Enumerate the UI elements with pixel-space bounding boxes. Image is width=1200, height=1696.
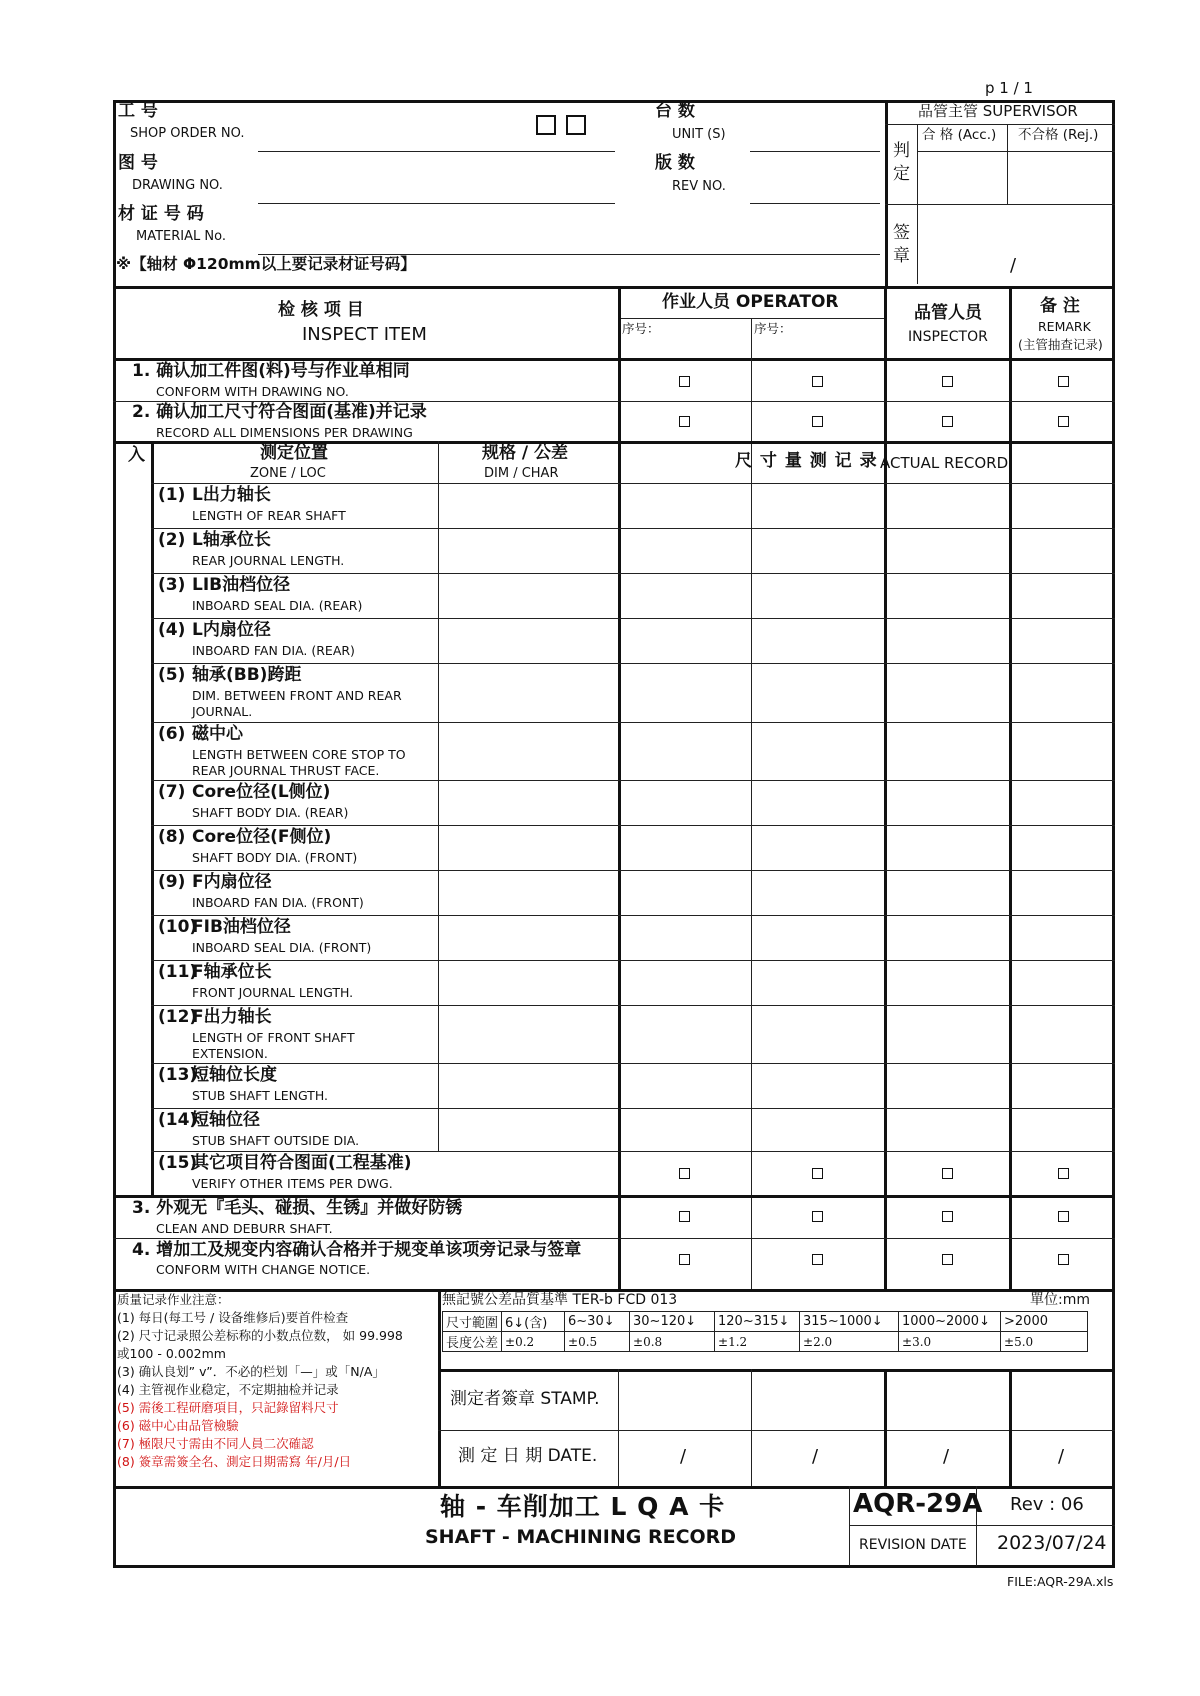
- dim-cell[interactable]: [440, 1065, 616, 1106]
- measure-item-number: (2): [158, 530, 186, 550]
- tolerance-value: ±3.0: [899, 1332, 1001, 1352]
- loc-header-cn: 测定位置: [260, 443, 328, 463]
- header-bottom-line: [113, 286, 1115, 289]
- item-2-check-op2[interactable]: [812, 416, 823, 427]
- row-line: [113, 1238, 1115, 1239]
- inspector-cn: 品管人员: [914, 303, 982, 323]
- item-15-check-op2[interactable]: [812, 1168, 823, 1179]
- actual-record-cell[interactable]: [886, 827, 1007, 868]
- actual-record-cell[interactable]: [886, 917, 1007, 958]
- note-line: (6) 磁中心由品管檢驗: [117, 1418, 239, 1433]
- measure-item-cn: 短轴位长度: [192, 1065, 277, 1085]
- actual-record-cell[interactable]: [620, 1065, 749, 1106]
- item-1-check-inspector[interactable]: [942, 376, 953, 387]
- actual-record-cell[interactable]: [620, 530, 749, 571]
- measure-item-cn: 轴承(BB)跨距: [192, 665, 302, 685]
- actual-record-cell[interactable]: [753, 1065, 882, 1106]
- note-line: (4) 主管视作业稳定，不定期抽检并记录: [117, 1382, 339, 1397]
- page-number: p 1 / 1: [985, 79, 1033, 97]
- measure-item-en: INBOARD SEAL DIA. (FRONT): [192, 940, 372, 955]
- measure-item-number: (11): [158, 962, 198, 982]
- actual-record-cell[interactable]: [886, 872, 1007, 913]
- measure-item-number: (15): [158, 1153, 198, 1173]
- actual-record-cell[interactable]: [620, 917, 749, 958]
- row-line: [151, 618, 1115, 619]
- row-line: [151, 573, 1115, 574]
- revision-number: Rev : 06: [1010, 1494, 1084, 1515]
- measure-item-en: STUB SHAFT OUTSIDE DIA.: [192, 1133, 360, 1148]
- supervisor-divider: [885, 100, 888, 287]
- actual-record-cell[interactable]: [886, 1007, 1007, 1061]
- dim-cell[interactable]: [440, 530, 616, 571]
- tolerance-value: ±5.0: [1001, 1332, 1088, 1352]
- judge-bottom-line: [885, 204, 1115, 205]
- actual-record-cell[interactable]: [620, 1110, 749, 1149]
- actual-record-cell[interactable]: [753, 1007, 882, 1061]
- actual-record-cell[interactable]: [886, 575, 1007, 616]
- actual-record-cell[interactable]: [1011, 1007, 1113, 1061]
- judge-label: 判 定: [893, 141, 910, 184]
- inspect-item-cn: 检 核 项 目: [278, 300, 364, 320]
- actual-record-cell[interactable]: [753, 872, 882, 913]
- actual-record-cell[interactable]: [620, 724, 749, 778]
- dim-cell[interactable]: [440, 485, 616, 526]
- inspect-item-en: INSPECT ITEM: [302, 324, 427, 345]
- tolerance-value: ±0.2: [502, 1332, 565, 1352]
- unit-field[interactable]: [750, 151, 880, 152]
- note-line: (8) 簽章需簽全名、測定日期需寫 年/月/日: [117, 1454, 352, 1469]
- measure-item-en: VERIFY OTHER ITEMS PER DWG.: [192, 1176, 393, 1191]
- actual-record-cell[interactable]: [1011, 485, 1113, 526]
- actual-record-cell[interactable]: [753, 575, 882, 616]
- dim-cell[interactable]: [440, 1007, 616, 1061]
- actual-record-cell[interactable]: [1011, 575, 1113, 616]
- unit-label-cn: 台 数: [655, 101, 695, 121]
- measure-item-en: REAR JOURNAL LENGTH.: [192, 553, 345, 568]
- item-2-check-op1[interactable]: [679, 416, 690, 427]
- actual-record-cell[interactable]: [886, 1110, 1007, 1149]
- row-line: [151, 780, 1115, 781]
- item-2-cn: 2. 确认加工尺寸符合图面(基准)并记录: [132, 402, 427, 422]
- signoff-mid: [438, 1430, 1115, 1431]
- item-4-check-op2[interactable]: [812, 1254, 823, 1265]
- measure-item-en: FRONT JOURNAL LENGTH.: [192, 985, 354, 1000]
- measure-item-cn: F内扇位径: [192, 872, 272, 892]
- actual-record-cell[interactable]: [1011, 1110, 1113, 1149]
- notes-divider: [438, 1289, 441, 1486]
- dim-cell[interactable]: [440, 665, 616, 720]
- measure-item-cn: F出力轴长: [192, 1007, 272, 1027]
- measure-item-en: INBOARD FAN DIA. (FRONT): [192, 895, 364, 910]
- item-1-cn: 1. 确认加工件图(料)号与作业单相同: [132, 361, 410, 381]
- note-line: (7) 極限尺寸需由不同人員二次確認: [117, 1436, 314, 1451]
- unit-label-en: UNIT (S): [672, 127, 726, 142]
- actual-record-cell[interactable]: [620, 1007, 749, 1061]
- tolerance-value: ±1.2: [715, 1332, 800, 1352]
- measure-item-number: (14): [158, 1110, 198, 1130]
- acc-rej-divider: [1007, 124, 1008, 204]
- material-label-cn: 材 证 号 码: [118, 204, 204, 224]
- signoff-col: [1009, 1369, 1012, 1486]
- measure-item-cn: 其它项目符合图面(工程基准): [192, 1153, 412, 1173]
- footer-mid-line: [849, 1525, 1115, 1526]
- actual-record-en: ACTUAL RECORD: [880, 454, 1009, 472]
- actual-record-cell[interactable]: [1011, 827, 1113, 868]
- measure-item-number: (13): [158, 1065, 198, 1085]
- stamp-label: 測定者簽章 STAMP.: [450, 1389, 600, 1409]
- rev-label-cn: 版 数: [655, 153, 695, 173]
- shop-order-checkbox-1[interactable]: [536, 115, 556, 135]
- measure-item-en: LENGTH OF REAR SHAFT: [192, 508, 346, 523]
- measure-item-cn: L出力轴长: [192, 485, 271, 505]
- actual-record-cell[interactable]: [620, 575, 749, 616]
- signoff-top: [438, 1369, 1115, 1372]
- measure-item-number: (3): [158, 575, 186, 595]
- item-4-check-remark[interactable]: [1058, 1254, 1069, 1265]
- supervisor-label: 品管主管 SUPERVISOR: [918, 102, 1078, 120]
- revision-date-label: REVISION DATE: [859, 1537, 967, 1553]
- item-2-check-remark[interactable]: [1058, 416, 1069, 427]
- measure-item-en: LENGTH BETWEEN CORE STOP TO REAR JOURNAL THRUST FACE.: [192, 747, 406, 779]
- item-4-cn: 4. 增加工及规变内容确认合格并于规变单该项旁记录与签章: [132, 1240, 582, 1260]
- actual-record-cell[interactable]: [886, 665, 1007, 720]
- dim-cell[interactable]: [440, 917, 616, 958]
- item-3-en: CLEAN AND DEBURR SHAFT.: [156, 1221, 333, 1236]
- dim-header-en: DIM / CHAR: [484, 466, 559, 481]
- tolerance-range: 6~30↓: [565, 1312, 630, 1332]
- tolerance-unit: 單位:mm: [1030, 1292, 1090, 1308]
- actual-record-cell[interactable]: [1011, 530, 1113, 571]
- tolerance-value: ±2.0: [800, 1332, 899, 1352]
- actual-record-cell[interactable]: [620, 962, 749, 1003]
- date-slash-op2[interactable]: /: [812, 1446, 819, 1467]
- actual-record-cell[interactable]: [620, 782, 749, 823]
- inspector-en: INSPECTOR: [908, 329, 988, 345]
- actual-record-cell[interactable]: [620, 620, 749, 661]
- measure-item-en: INBOARD SEAL DIA. (REAR): [192, 598, 363, 613]
- item-1-en: CONFORM WITH DRAWING NO.: [156, 384, 349, 399]
- material-note: ※【轴材 Φ120mm以上要记录材证号码】: [116, 255, 416, 273]
- measure-item-en: DIM. BETWEEN FRONT AND REAR JOURNAL.: [192, 688, 402, 720]
- shop-order-label-cn: 工 号: [118, 101, 158, 121]
- tolerance-value-label: 長度公差: [443, 1332, 502, 1352]
- signoff-col: [884, 1369, 887, 1486]
- dim-cell[interactable]: [440, 620, 616, 661]
- actual-record-cell[interactable]: [886, 724, 1007, 778]
- rev-label-en: REV NO.: [672, 179, 726, 194]
- rej-label: 不合格 (Rej.): [1018, 127, 1099, 143]
- loc-left-border: [151, 441, 154, 1195]
- measure-item-cn: 磁中心: [192, 724, 243, 744]
- dim-cell[interactable]: [440, 1110, 616, 1149]
- measure-item-en: INBOARD FAN DIA. (REAR): [192, 643, 355, 658]
- note-line: (2) 尺寸记录照公差标称的小数点位数， 如 99.998: [117, 1328, 403, 1343]
- dim-header-cn: 规格 / 公差: [482, 443, 569, 463]
- row-line: [151, 528, 1115, 529]
- item-4-check-op1[interactable]: [679, 1254, 690, 1265]
- measure-item-number: (4): [158, 620, 186, 640]
- tolerance-range: 315~1000↓: [800, 1312, 899, 1332]
- item-1-check-remark[interactable]: [1058, 376, 1069, 387]
- measure-item-en: SHAFT BODY DIA. (REAR): [192, 805, 349, 820]
- measure-item-cn: Core位径(F侧位): [192, 827, 332, 847]
- dim-cell[interactable]: [440, 724, 616, 778]
- measure-item-number: (10): [158, 917, 198, 937]
- tolerance-range-label: 尺寸範圍: [443, 1312, 502, 1332]
- actual-record-cell[interactable]: [886, 530, 1007, 571]
- actual-record-cell[interactable]: [620, 665, 749, 720]
- row-line: [151, 1005, 1115, 1006]
- note-line: (1) 每日(每工号 / 设备维修后)要首件检查: [117, 1310, 349, 1325]
- actual-record-cell[interactable]: [753, 827, 882, 868]
- footer-divider: [849, 1486, 850, 1566]
- item-2-check-inspector[interactable]: [942, 416, 953, 427]
- item-3-check-op1[interactable]: [679, 1211, 690, 1222]
- measure-item-number: (12): [158, 1007, 198, 1027]
- measure-item-cn: FIB油档位径: [192, 917, 291, 937]
- operator-header: 作业人员 OPERATOR: [662, 292, 839, 312]
- drawing-field[interactable]: [258, 203, 615, 204]
- actual-record-cell[interactable]: [1011, 917, 1113, 958]
- item-3-check-inspector[interactable]: [942, 1211, 953, 1222]
- actual-record-cell[interactable]: [886, 1065, 1007, 1106]
- tolerance-title: 無記號公差品質基準 TER-b FCD 013: [442, 1292, 678, 1308]
- measure-item-en: STUB SHAFT LENGTH.: [192, 1088, 328, 1103]
- revision-date: 2023/07/24: [997, 1532, 1107, 1554]
- measure-item-number: (5): [158, 665, 186, 685]
- date-slash-inspector[interactable]: /: [943, 1446, 950, 1467]
- shop-order-field[interactable]: [258, 151, 615, 152]
- item-15-check-inspector[interactable]: [942, 1168, 953, 1179]
- drawing-label-en: DRAWING NO.: [132, 178, 223, 193]
- actual-record-cell[interactable]: [753, 782, 882, 823]
- remark-en: REMARK: [1038, 319, 1091, 334]
- measure-item-cn: Core位径(L侧位): [192, 782, 331, 802]
- actual-header-span: [753, 443, 883, 481]
- item-1-check-op1[interactable]: [679, 376, 690, 387]
- actual-record-cell[interactable]: [620, 827, 749, 868]
- remark-cn: 备 注: [1040, 296, 1080, 316]
- measure-item-en: LENGTH OF FRONT SHAFT EXTENSION.: [192, 1030, 355, 1062]
- measure-item-number: (7): [158, 782, 186, 802]
- measure-item-cn: L轴承位长: [192, 530, 271, 550]
- item-4-en: CONFORM WITH CHANGE NOTICE.: [156, 1262, 371, 1277]
- footer-title-en: SHAFT - MACHINING RECORD: [425, 1526, 737, 1548]
- note-line: (5) 需後工程研磨項目，只記錄留料尺寸: [117, 1400, 339, 1415]
- shop-order-label-en: SHOP ORDER NO.: [130, 126, 245, 141]
- drawing-label-cn: 图 号: [118, 153, 158, 173]
- dim-cell[interactable]: [440, 827, 616, 868]
- item-4-check-inspector[interactable]: [942, 1254, 953, 1265]
- measure-item-number: (6): [158, 724, 186, 744]
- operator-seq-2: 序号：: [754, 321, 792, 336]
- row-line: [151, 960, 1115, 961]
- dim-divider: [438, 441, 439, 1151]
- form-code: AQR-29A: [853, 1489, 983, 1519]
- judge-header-line: [917, 151, 1115, 152]
- actual-record-cell[interactable]: [753, 620, 882, 661]
- actual-record-cell[interactable]: [753, 917, 882, 958]
- signoff-col: [751, 1369, 752, 1486]
- remark-note: (主管抽查记录): [1018, 337, 1103, 352]
- date-slash-op1[interactable]: /: [680, 1446, 687, 1467]
- row-line: [151, 1063, 1115, 1064]
- date-label: 測 定 日 期 DATE.: [458, 1446, 598, 1466]
- subheader-bottom: [151, 483, 1115, 484]
- row-line: [151, 1108, 1115, 1109]
- row-line: [151, 870, 1115, 871]
- measure-item-number: (9): [158, 872, 186, 892]
- stamp-slash: /: [1010, 255, 1017, 276]
- measure-item-cn: F轴承位长: [192, 962, 272, 982]
- dim-cell[interactable]: [440, 962, 616, 1003]
- actual-record-cell[interactable]: [886, 782, 1007, 823]
- item-1-check-op2[interactable]: [812, 376, 823, 387]
- row-line: [151, 1151, 1115, 1152]
- entry-mark: 入: [128, 445, 145, 465]
- actual-record-cell[interactable]: [753, 530, 882, 571]
- actual-record-cell[interactable]: [1011, 1065, 1113, 1106]
- note-line: 或100 - 0.002mm: [117, 1346, 226, 1361]
- operator-seq-1: 序号：: [622, 321, 660, 336]
- item-3-check-remark[interactable]: [1058, 1211, 1069, 1222]
- measure-item-cn: LIB油档位径: [192, 575, 291, 595]
- measure-item-number: (1): [158, 485, 186, 505]
- tolerance-value: ±0.8: [630, 1332, 715, 1352]
- actual-record-cn: 尺 寸 量 测 记 录: [735, 451, 878, 471]
- signoff-col: [618, 1369, 619, 1486]
- item-3-check-op2[interactable]: [812, 1211, 823, 1222]
- shop-order-checkbox-2[interactable]: [566, 115, 586, 135]
- row-line: [151, 722, 1115, 723]
- row-line: [151, 663, 1115, 664]
- measure-item-cn: 短轴位径: [192, 1110, 260, 1130]
- measure-item-number: (8): [158, 827, 186, 847]
- dim-cell[interactable]: [440, 575, 616, 616]
- tolerance-range: 1000~2000↓: [899, 1312, 1001, 1332]
- dim-cell[interactable]: [440, 872, 616, 913]
- actual-record-cell[interactable]: [1011, 620, 1113, 661]
- rev-field[interactable]: [750, 203, 880, 204]
- item-3-cn: 3. 外观无『毛头、碰损、生锈』并做好防锈: [132, 1198, 463, 1218]
- actual-record-cell[interactable]: [620, 485, 749, 526]
- measure-item-cn: L内扇位径: [192, 620, 271, 640]
- item-15-check-op1[interactable]: [679, 1168, 690, 1179]
- actual-record-cell[interactable]: [1011, 665, 1113, 720]
- stamp-side-label: 签 章: [893, 223, 910, 266]
- tolerance-range: 30~120↓: [630, 1312, 715, 1332]
- actual-record-cell[interactable]: [1011, 962, 1113, 1003]
- actual-record-cell[interactable]: [886, 620, 1007, 661]
- actual-record-cell[interactable]: [753, 485, 882, 526]
- note-line: (3) 确认良划” v”．不必的栏划「—」或「N/A」: [117, 1364, 385, 1379]
- actual-record-cell[interactable]: [886, 485, 1007, 526]
- measure-item-en: SHAFT BODY DIA. (FRONT): [192, 850, 358, 865]
- row-line: [151, 915, 1115, 916]
- acc-label: 合 格 (Acc.): [922, 127, 997, 143]
- actual-record-cell[interactable]: [620, 872, 749, 913]
- actual-record-cell[interactable]: [753, 1110, 882, 1149]
- tolerance-range: 120~315↓: [715, 1312, 800, 1332]
- tolerance-table: [442, 1311, 1088, 1352]
- actual-record-cell[interactable]: [1011, 872, 1113, 913]
- tolerance-range: >2000: [1001, 1312, 1088, 1332]
- material-label-en: MATERIAL No.: [136, 229, 226, 244]
- footer-title-cn: 轴 - 车削加工 L Q A 卡: [440, 1492, 726, 1521]
- actual-record-cell[interactable]: [753, 665, 882, 720]
- actual-record-cell[interactable]: [886, 962, 1007, 1003]
- row-line: [151, 825, 1115, 826]
- tolerance-value: ±0.5: [565, 1332, 630, 1352]
- file-name: FILE:AQR-29A.xls: [1007, 1574, 1114, 1589]
- supervisor-line: [885, 124, 1115, 125]
- item-2-en: RECORD ALL DIMENSIONS PER DRAWING: [156, 425, 413, 440]
- notes-title: 质量记录作业注意：: [117, 1292, 230, 1307]
- date-slash-remark[interactable]: /: [1058, 1446, 1065, 1467]
- actual-record-cell[interactable]: [753, 724, 882, 778]
- actual-record-cell[interactable]: [753, 962, 882, 1003]
- dim-cell[interactable]: [440, 782, 616, 823]
- item-15-check-remark[interactable]: [1058, 1168, 1069, 1179]
- loc-header-en: ZONE / LOC: [250, 466, 326, 481]
- actual-record-cell[interactable]: [1011, 724, 1113, 778]
- actual-record-cell[interactable]: [1011, 782, 1113, 823]
- tolerance-range: 6↓(含): [502, 1312, 565, 1332]
